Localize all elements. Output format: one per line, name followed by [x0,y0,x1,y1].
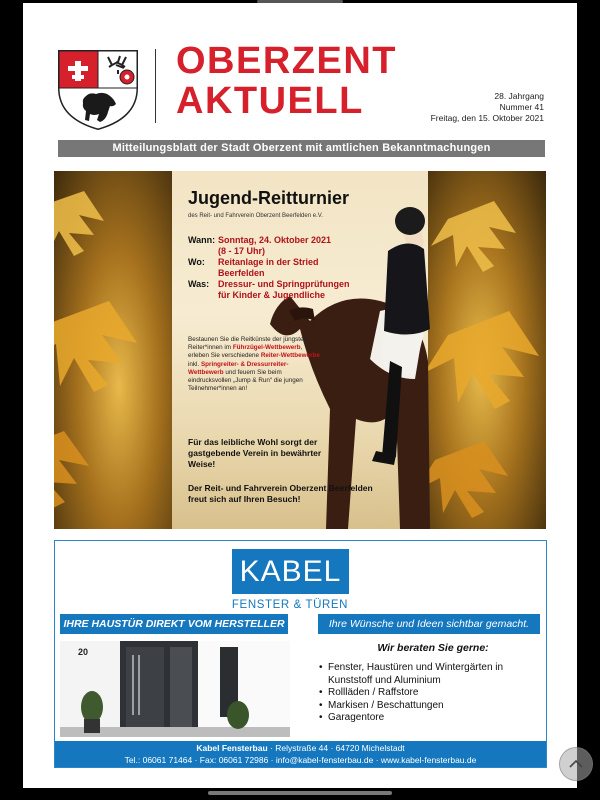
list-item: • Garagentore [319,712,544,725]
ad-product-list [319,662,544,725]
coat-of-arms-icon [56,44,140,130]
issue-number: Nummer 41 [499,102,544,112]
masthead-subtitle: Mitteilungsblatt der Stadt Oberzent mit amtlichen Bekanntmachungen [58,140,545,157]
kabel-advertisement [54,540,547,768]
kabel-logo-subtitle: FENSTER & TÜREN [231,599,349,611]
scroll-to-top-button[interactable] [559,747,593,781]
ad-footer [55,741,546,767]
poster-catering-note: Für das leibliche Wohl sorgt der gastgebende Verein in bewährter Weise! [188,437,322,469]
poster-details [188,235,350,301]
desc-highlight-3: Springreiter- & Dressurreiter-Wettbewerb [188,360,289,376]
event-poster [54,171,546,529]
when-label: Wann: [188,235,216,245]
list-item: • Markisen / Beschattungen [319,700,544,713]
where-value: Reitanlage in der Stried [218,257,319,267]
list-item: • Fenster, Haustüren und Wintergärten in Kunststoff und Aluminium [319,662,544,687]
newsletter-page [23,3,577,788]
poster-closing-note: Der Reit- und Fahrverein Oberzent Beerfelden freut sich auf Ihren Besuch! [188,483,373,504]
when-time: (8 - 17 Uhr) [218,246,266,256]
poster-description [188,336,321,393]
front-door-photo [60,641,290,737]
kabel-logo: KABEL [232,549,349,594]
poster-title: Jugend-Reitturnier [188,188,350,208]
ad-consulting-heading: Wir beraten Sie gerne: [377,642,489,654]
desc-text-2: , erleben Sie verschiedene [188,344,303,360]
house-number: 20 [78,647,89,657]
masthead-title-line1: OBERZENT [176,40,397,82]
masthead-title-line2: AKTUELL [176,80,364,122]
home-indicator[interactable] [208,791,392,795]
footer-company: Kabel Fensterbau [196,743,268,753]
issue-info [431,91,544,124]
issue-date: Freitag, den 15. Oktober 2021 [430,113,544,123]
desc-text-4: und feuern Sie beim eindrucksvollen „Jump & Run“ die jungen Teilnehmer*innen an! [188,368,303,393]
when-value: Sonntag, 24. Oktober 2021 [218,235,332,245]
ad-headline-left: IHRE HAUSTÜR DIREKT VOM HERSTELLER [60,614,288,634]
masthead-divider [155,49,156,123]
what-audience: für Kinder & Jugendliche [218,290,326,300]
footer-address: · Relystraße 44 · 64720 Michelstadt [267,743,405,753]
ad-headline-right: Ihre Wünsche und Ideen sichtbar gemacht. [318,614,540,634]
desc-highlight-1: Führzügel-Wettbewerb [232,344,301,352]
what-value: Dressur- und Springprüfungen [218,279,350,289]
list-item: • Rollläden / Raffstore [319,687,544,700]
footer-contact: Tel.: 06061 71464 · Fax: 06061 72986 · info@kabel-fensterbau.de · www.kabel-fensterbau.de [124,755,477,765]
chevron-up-icon [560,748,592,780]
desc-text-1: Bestaunen Sie die Reitkünste der jüngsten Reiter*innen im [188,336,308,352]
desc-highlight-2: Reiter-Wettbewerbe [260,352,320,360]
poster-organizer: des Reit- und Fahrverein Oberzent Beerfelden e.V. [188,213,323,219]
issue-volume: 28. Jahrgang [494,91,544,101]
desc-text-3: inkl. [188,360,201,368]
what-label: Was: [188,279,210,289]
where-label: Wo: [188,257,205,267]
masthead-title [176,41,397,121]
where-town: Beerfelden [218,268,265,278]
